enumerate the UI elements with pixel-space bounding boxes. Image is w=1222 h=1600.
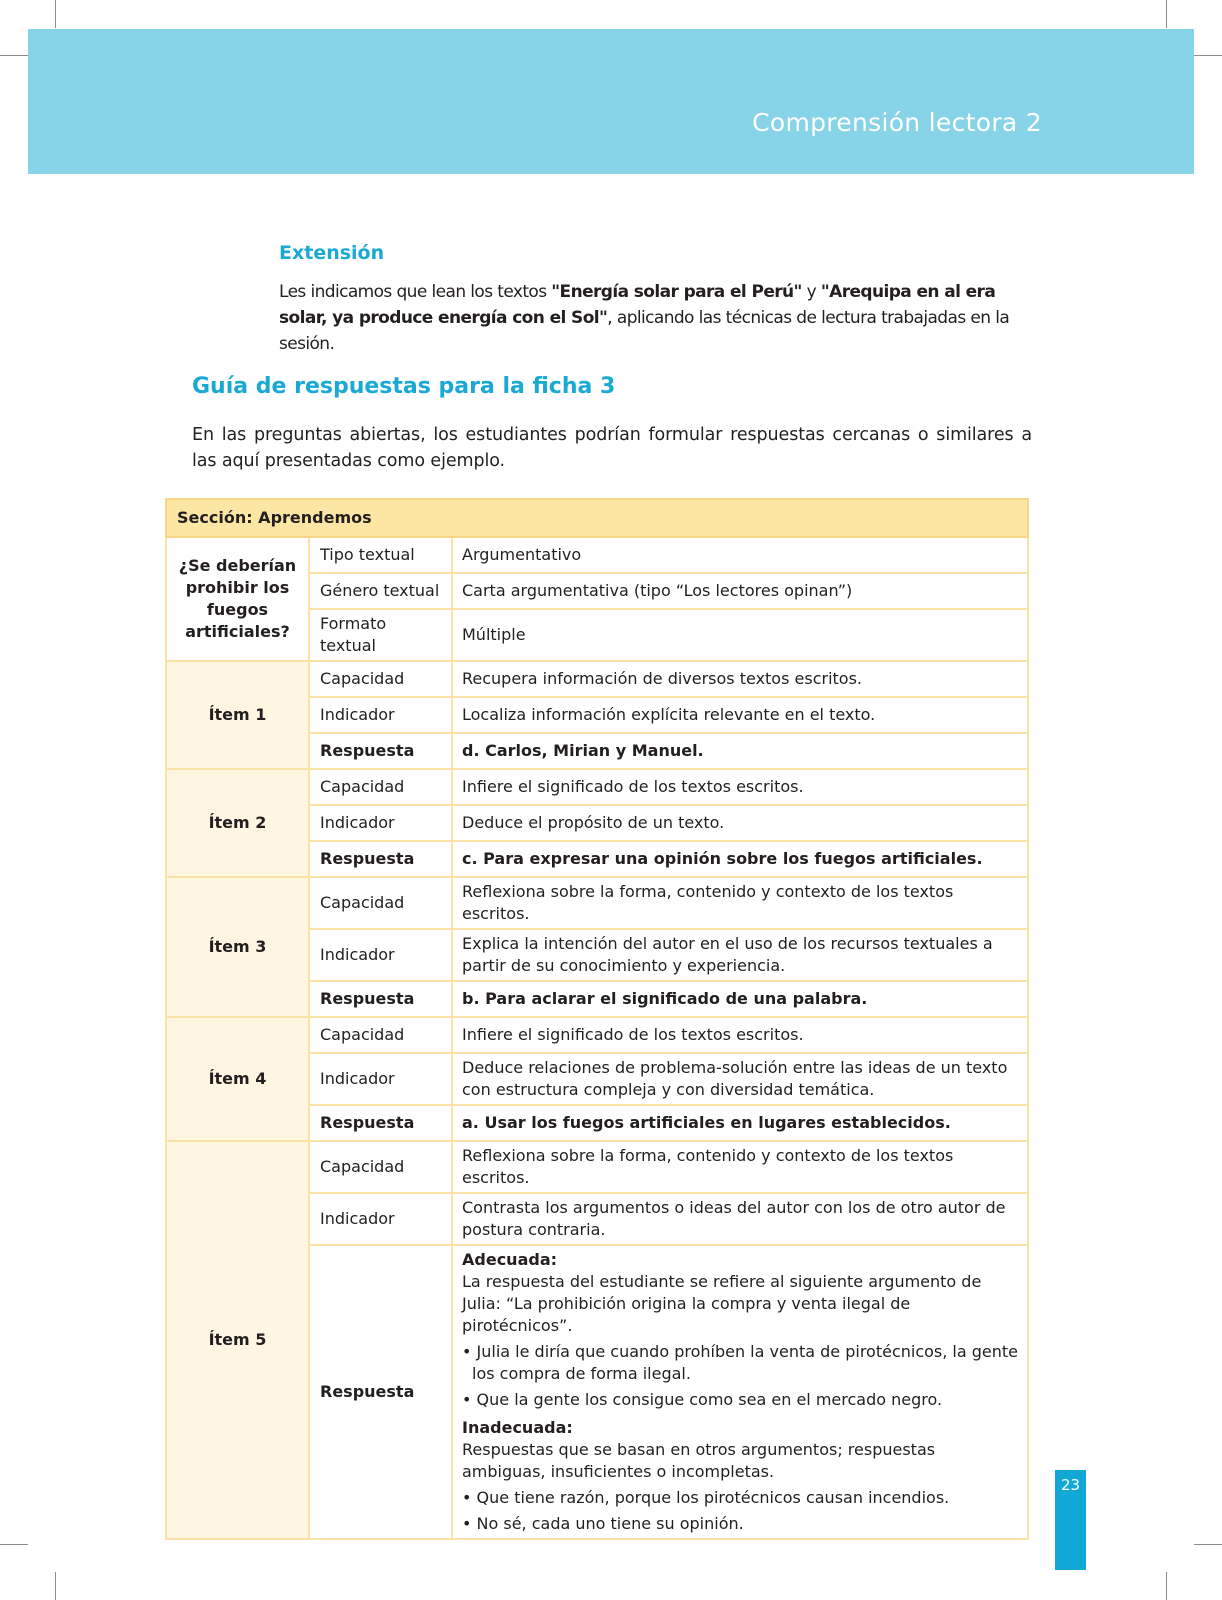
row-label: Capacidad bbox=[309, 769, 452, 805]
row-value: Múltiple bbox=[452, 609, 1028, 661]
crop-mark bbox=[1166, 1572, 1167, 1600]
crop-mark bbox=[1194, 55, 1222, 56]
row-label: Respuesta bbox=[309, 733, 452, 769]
row-value: Contrasta los argumentos o ideas del autor con los de otro autor de postura contraria. bbox=[452, 1193, 1028, 1245]
row-value: Carta argumentativa (tipo “Los lectores opinan”) bbox=[452, 573, 1028, 609]
row-label: Capacidad bbox=[309, 1141, 452, 1193]
row-value: Deduce relaciones de problema-solución entre las ideas de un texto con estructura compleja y con diversidad temática. bbox=[452, 1053, 1028, 1105]
item-label: Ítem 1 bbox=[166, 661, 309, 769]
reading-title-cell: ¿Se deberían prohibir los fuegos artificiales? bbox=[166, 537, 309, 661]
table-row bbox=[166, 1017, 1028, 1053]
row-value: Deduce el propósito de un texto. bbox=[452, 805, 1028, 841]
row-value: Explica la intención del autor en el uso de los recursos textuales a partir de su conocimiento y experiencia. bbox=[452, 929, 1028, 981]
crop-mark bbox=[55, 0, 56, 28]
crop-mark bbox=[0, 1544, 28, 1545]
inadequate-bullet: • No sé, cada uno tiene su opinión. bbox=[462, 1514, 744, 1533]
guide-intro: En las preguntas abiertas, los estudiantes podrían formular respuestas cercanas o similares a las aquí presentadas como ejemplo. bbox=[192, 425, 1032, 471]
extension-text-title-1: "Energía solar para el Perú" bbox=[551, 282, 802, 302]
row-label: Indicador bbox=[309, 929, 452, 981]
row-label: Capacidad bbox=[309, 1017, 452, 1053]
table-row bbox=[166, 769, 1028, 805]
header-band bbox=[28, 29, 1194, 174]
row-label: Respuesta bbox=[309, 841, 452, 877]
adequate-text: La respuesta del estudiante se refiere al siguiente argumento de Julia: “La prohibición origina la compra y venta ilegal de pirotécnicos”. bbox=[462, 1272, 982, 1335]
answer-value: c. Para expresar una opinión sobre los fuegos artificiales. bbox=[452, 841, 1028, 877]
crop-mark bbox=[1194, 1544, 1222, 1545]
item-label: Ítem 3 bbox=[166, 877, 309, 1017]
row-label: Tipo textual bbox=[309, 537, 452, 573]
row-label: Indicador bbox=[309, 1193, 452, 1245]
row-value: Recupera información de diversos textos escritos. bbox=[452, 661, 1028, 697]
extension-text-part: , aplicando las técnicas de lectura trabajadas en la sesión. bbox=[279, 308, 1010, 354]
item-label: Ítem 5 bbox=[166, 1141, 309, 1539]
row-value: Localiza información explícita relevante en el texto. bbox=[452, 697, 1028, 733]
guide-heading: Guía de respuestas para la ficha 3 bbox=[192, 374, 616, 399]
row-label: Género textual bbox=[309, 573, 452, 609]
row-value: Reflexiona sobre la forma, contenido y contexto de los textos escritos. bbox=[452, 877, 1028, 929]
open-answer-cell bbox=[452, 1245, 1028, 1539]
answer-value: a. Usar los fuegos artificiales en lugares establecidos. bbox=[452, 1105, 1028, 1141]
row-label: Formato textual bbox=[309, 609, 452, 661]
extension-text bbox=[279, 279, 1039, 357]
adequate-bullet: • Que la gente los consigue como sea en el mercado negro. bbox=[462, 1390, 943, 1409]
row-label: Indicador bbox=[309, 805, 452, 841]
row-value: Infiere el significado de los textos escritos. bbox=[452, 1017, 1028, 1053]
adequate-heading: Adecuada: bbox=[462, 1250, 558, 1269]
row-label: Respuesta bbox=[309, 1105, 452, 1141]
row-label: Respuesta bbox=[309, 981, 452, 1017]
item-label: Ítem 2 bbox=[166, 769, 309, 877]
extension-heading: Extensión bbox=[279, 242, 385, 264]
row-label: Capacidad bbox=[309, 661, 452, 697]
item-label: Ítem 4 bbox=[166, 1017, 309, 1141]
header-title: Comprensión lectora 2 bbox=[752, 108, 1042, 137]
answers-table bbox=[165, 498, 1029, 1540]
answer-value: b. Para aclarar el significado de una palabra. bbox=[452, 981, 1028, 1017]
section-title: Sección: Aprendemos bbox=[166, 499, 1028, 537]
table-row bbox=[166, 537, 1028, 573]
row-label: Indicador bbox=[309, 1053, 452, 1105]
row-value: Infiere el significado de los textos escritos. bbox=[452, 769, 1028, 805]
row-value: Argumentativo bbox=[452, 537, 1028, 573]
inadequate-heading: Inadecuada: bbox=[462, 1418, 573, 1437]
row-label: Capacidad bbox=[309, 877, 452, 929]
adequate-bullet: • Julia le diría que cuando prohíben la venta de pirotécnicos, la gente los compra de forma ilegal. bbox=[462, 1342, 1019, 1383]
inadequate-text: Respuestas que se basan en otros argumentos; respuestas ambiguas, insuficientes o incompletas. bbox=[462, 1440, 936, 1481]
page-number: 23 bbox=[1060, 1476, 1081, 1494]
table-row bbox=[166, 1141, 1028, 1193]
row-value: Reflexiona sobre la forma, contenido y contexto de los textos escritos. bbox=[452, 1141, 1028, 1193]
extension-text-part: Les indicamos que lean los textos bbox=[279, 282, 552, 302]
table-row bbox=[166, 877, 1028, 929]
inadequate-bullet: • Que tiene razón, porque los pirotécnicos causan incendios. bbox=[462, 1488, 950, 1507]
extension-text-part: y bbox=[801, 282, 821, 302]
section-row bbox=[166, 499, 1028, 537]
answer-value: d. Carlos, Mirian y Manuel. bbox=[452, 733, 1028, 769]
crop-mark bbox=[1166, 0, 1167, 28]
crop-mark bbox=[0, 55, 28, 56]
crop-mark bbox=[55, 1572, 56, 1600]
row-label: Indicador bbox=[309, 697, 452, 733]
table-row bbox=[166, 661, 1028, 697]
row-label: Respuesta bbox=[309, 1245, 452, 1539]
extension-text-title-2: "Arequipa en al era solar, ya produce energía con el Sol" bbox=[279, 282, 996, 328]
